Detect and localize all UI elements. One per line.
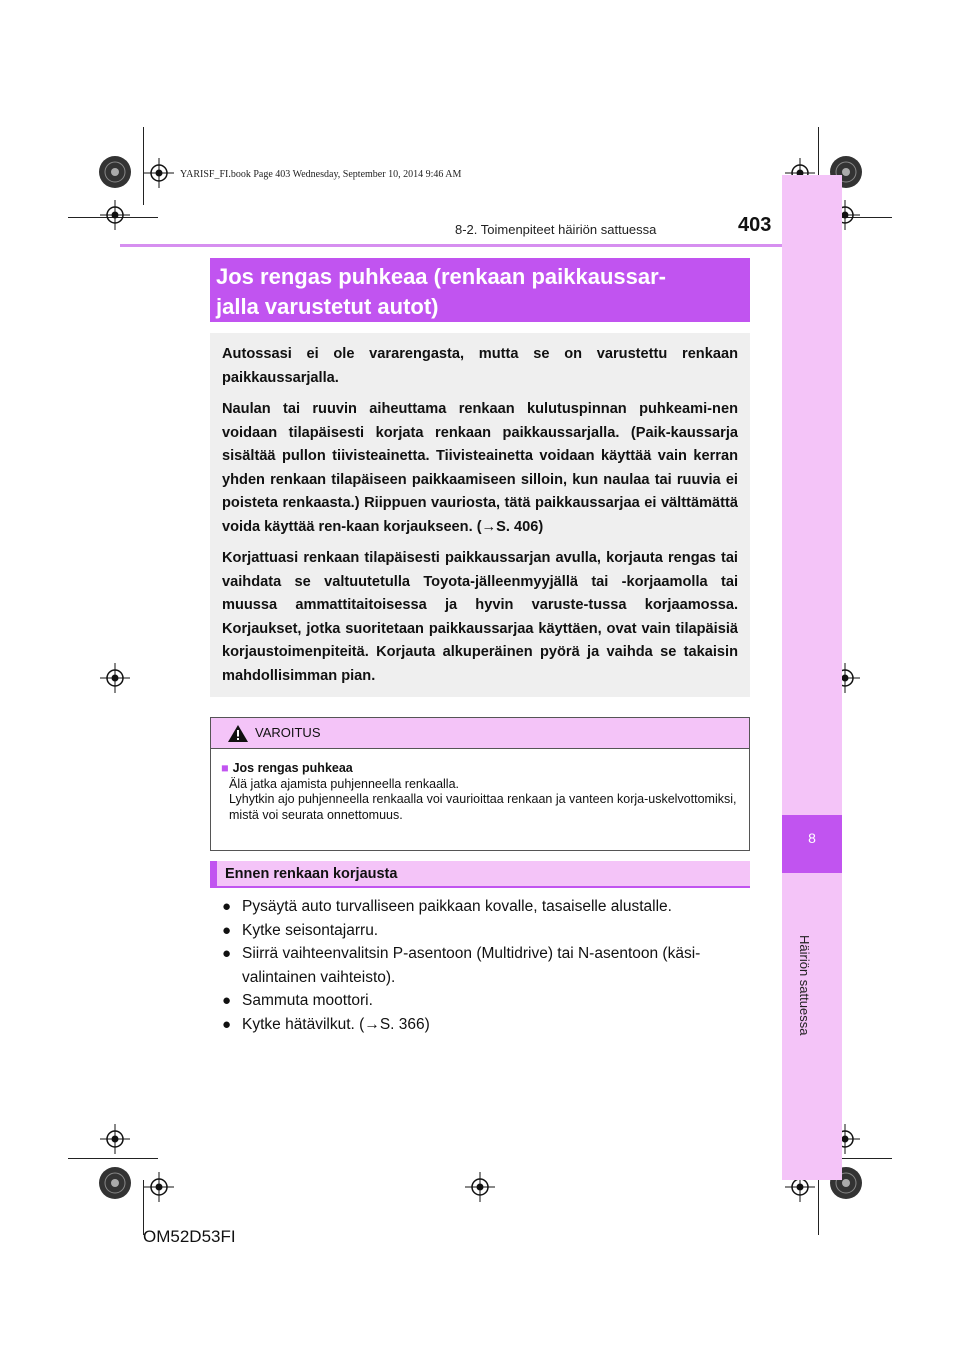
list-item: ● Pysäytä auto turvalliseen paikkaan kovalle, tasaiselle alustalle. xyxy=(222,895,750,919)
print-sunburst-icon xyxy=(98,1166,132,1200)
bullet-list xyxy=(222,895,750,1036)
bullet-icon: ● xyxy=(222,1015,232,1033)
bullet-icon: ● xyxy=(222,992,232,1009)
warning-header xyxy=(211,718,749,749)
warning-line: Lyhytkin ajo puhjenneella renkaalla voi vaurioittaa renkaan ja vanteen korja-uskelvottomiksi, mistä voi seurata onnettomuus. xyxy=(229,792,737,822)
intro-paragraph: Korjattuasi renkaan tilapäisesti paikkaussarjan avulla, korjauta rengas tai vaihdata se valtuutetulla Toyota-jälleenmyyjällä tai -korjaamolla tai muussa ammattitaitoisessa ja hyvin varuste-tussa korjaamossa. Korjaukset, jotka suoritetaan paikkaussarjaa käyttäen, ovat vain tilapäisiä korjaustoimenpiteitä. Korjauta alkuperäinen pyörä ja vaihda se takaisin mahdollisimman pian. xyxy=(222,550,738,684)
page-heading xyxy=(210,258,750,322)
print-sunburst-icon xyxy=(98,155,132,189)
header-rule xyxy=(120,244,782,247)
registration-mark-icon xyxy=(100,1124,130,1154)
warning-subheading: ■ Jos rengas puhkeaa xyxy=(221,761,353,775)
page-heading-line: jalla varustetut autot) xyxy=(216,294,439,319)
page-number: 403 xyxy=(738,214,772,236)
bullet-icon: ● xyxy=(222,945,232,962)
bullet-icon: ● xyxy=(222,898,232,915)
document-code: OM52D53FI xyxy=(143,1227,236,1246)
section-title: 8-2. Toimenpiteet häiriön sattuessa xyxy=(455,222,657,237)
crop-mark xyxy=(68,1158,158,1159)
warning-label: VAROITUS xyxy=(255,725,321,740)
chapter-number: 8 xyxy=(782,815,842,873)
list-item: ● Sammuta moottori. xyxy=(222,989,750,1013)
intro-paragraph: Autossasi ei ole vararengasta, mutta se on varustettu renkaan paikkaussarjalla. xyxy=(222,346,738,386)
warning-triangle-icon xyxy=(227,724,249,743)
registration-mark-icon xyxy=(100,200,130,230)
registration-mark-icon xyxy=(100,663,130,693)
registration-mark-icon xyxy=(465,1172,495,1202)
list-item: ● Kytke hätävilkut. (→S. 366) xyxy=(222,1013,750,1037)
registration-mark-icon xyxy=(144,1172,174,1202)
registration-mark-icon xyxy=(144,158,174,188)
page-heading-line: Jos rengas puhkeaa (renkaan paikkaussar- xyxy=(216,264,666,289)
subheading: Ennen renkaan korjausta xyxy=(210,861,750,888)
warning-line: Älä jatka ajamista puhjenneella renkaalla. xyxy=(229,776,460,791)
square-bullet-icon: ■ xyxy=(221,761,229,775)
crop-mark xyxy=(818,1180,819,1235)
chapter-label: Häiriön sattuessa xyxy=(797,935,812,1036)
warning-box xyxy=(210,717,750,851)
list-item: ● Siirrä vaihteenvalitsin P-asentoon (Multidrive) tai N-asentoon (käsi-valintainen vaihteisto). xyxy=(222,942,750,989)
intro-paragraph: Naulan tai ruuvin aiheuttama renkaan kulutuspinnan puhkeami-nen voidaan tilapäisesti korjata renkaan paikkaussarjalla. (Paik-kaussarja sisältää pullon tiivisteainetta. Tiivisteainetta voidaan käyttää vain kerran yhden renkaan tilapäiseen paikkaamiseen silloin, kun naulaa tai ruuvia ei poisteta renkaasta.) Riippuen vauriosta, tätä paikkaussarjaa ei välttämättä voida käyttää ren-kaan korjaukseen. (→S. 406) xyxy=(222,401,738,535)
book-stamp: YARISF_FI.book Page 403 Wednesday, September 10, 2014 9:46 AM xyxy=(180,169,462,180)
warning-body xyxy=(211,749,749,823)
bullet-icon: ● xyxy=(222,921,232,939)
chapter-side-tab xyxy=(782,175,842,1180)
intro-panel xyxy=(210,333,750,697)
list-item: ● Kytke seisontajarru. xyxy=(222,919,750,943)
